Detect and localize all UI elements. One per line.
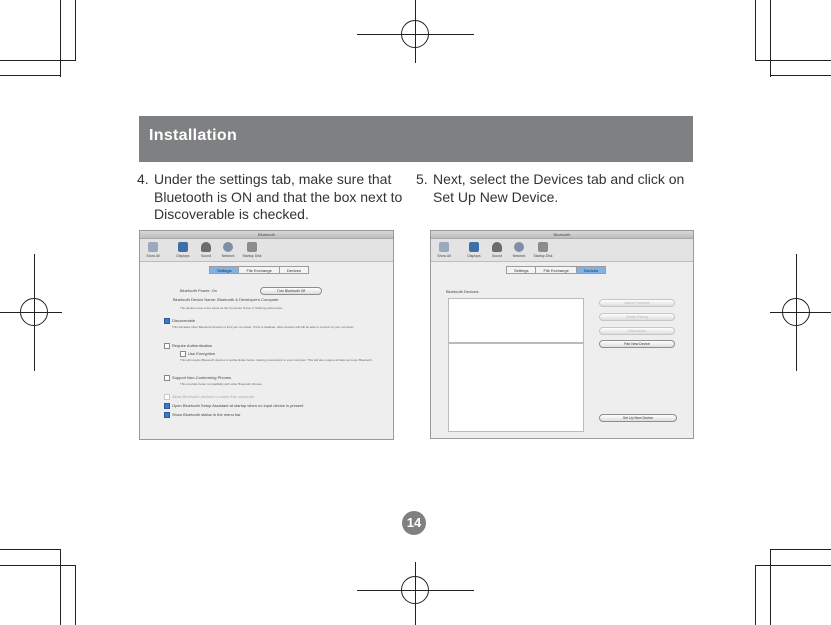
pair-new-device-button: Pair New Device <box>599 340 675 348</box>
toolbar-show-all: Show All <box>431 242 457 258</box>
tab-devices: Devices <box>279 266 309 274</box>
toolbar-sound: Sound <box>484 242 510 258</box>
show-status-checkbox <box>164 412 170 418</box>
devices-list <box>448 343 584 432</box>
toolbar <box>431 239 693 262</box>
require-auth-checkbox <box>164 343 170 349</box>
window-titlebar <box>140 231 393 239</box>
non-conforming-checkbox <box>164 375 170 381</box>
toolbar-displays: Displays <box>170 242 196 258</box>
disconnect-button: Disconnect <box>599 327 675 335</box>
display-icon <box>469 242 479 252</box>
step-4 <box>137 171 412 224</box>
display-icon <box>178 242 188 252</box>
use-encryption-option: Use Encryption <box>180 351 215 357</box>
toolbar-startup-disk: Startup Disk <box>239 242 265 258</box>
disk-icon <box>247 242 257 252</box>
device-name-label: Bluetooth Device Name: Bluetooth & Developer's Computer <box>173 297 279 302</box>
tab-settings: Settings <box>209 266 239 274</box>
toolbar <box>140 239 393 262</box>
speaker-icon <box>492 242 502 252</box>
toolbar-network: Network <box>215 242 241 258</box>
screenshot-bluetooth-devices <box>430 230 694 439</box>
window-titlebar <box>431 231 693 239</box>
bluetooth-devices-label: Bluetooth Devices: <box>446 289 480 294</box>
power-label: Bluetooth Power: On <box>180 288 217 293</box>
non-conforming-note: This provides better compatibility with older Bluetooth phones. <box>180 382 263 386</box>
toolbar-network: Network <box>506 242 532 258</box>
tab-bar <box>507 266 606 274</box>
tab-bar <box>210 266 309 274</box>
toolbar-show-all: Show All <box>140 242 166 258</box>
require-auth-option: Require Authentication <box>164 343 212 349</box>
delete-pairing-button: Delete Pairing <box>599 313 675 321</box>
toolbar-startup-disk: Startup Disk <box>530 242 556 258</box>
tab-settings: Settings <box>506 266 536 274</box>
tab-devices: Devices <box>576 266 606 274</box>
section-title: Installation <box>149 127 238 144</box>
set-up-new-device-button: Set Up New Device <box>599 414 677 422</box>
tab-file-exchange: File Exchange <box>238 266 279 274</box>
toolbar-displays: Displays <box>461 242 487 258</box>
device-name-note: The device name is the same as the Computer Name in Sharing preferences. <box>180 306 283 310</box>
tab-file-exchange: File Exchange <box>535 266 576 274</box>
step-4-number: 4. <box>137 171 149 187</box>
grid-icon <box>148 242 158 252</box>
discoverable-note: This will allow other Bluetooth devices to find your computer. If this is disabled, other devices will still be able to connect to your computer. <box>172 325 355 329</box>
encryption-note: This will require Bluetooth devices to authenticate before making connections to your computer. This will also require all data sent over Bluetooth. <box>180 358 373 362</box>
window-title: Bluetooth <box>258 232 275 237</box>
step-5-text: Next, select the Devices tab and click on Set Up New Device. <box>433 171 685 205</box>
show-status-option: Show Bluetooth status in the menu bar <box>164 412 241 418</box>
allow-wake-option: Allow Bluetooth devices to wake this computer <box>164 394 254 400</box>
discoverable-option: Discoverable <box>164 318 195 324</box>
open-setup-option: Open Bluetooth Setup Assistant at startup when no input device is present <box>164 403 303 409</box>
globe-icon <box>223 242 233 252</box>
step-5-number: 5. <box>416 171 428 187</box>
discoverable-checkbox <box>164 318 170 324</box>
window-title: Bluetooth <box>553 232 571 237</box>
grid-icon <box>439 242 449 252</box>
disk-icon <box>538 242 548 252</box>
turn-bluetooth-off-button: Turn Bluetooth Off <box>260 287 322 295</box>
screenshot-bluetooth-settings <box>139 230 394 440</box>
step-4-text: Under the settings tab, make sure that Bluetooth is ON and that the box next to Discoverable is checked. <box>154 171 403 222</box>
globe-icon <box>514 242 524 252</box>
toolbar-sound: Sound <box>193 242 219 258</box>
non-conforming-option: Support Non-Conforming Phones <box>164 375 231 381</box>
speaker-icon <box>201 242 211 252</box>
devices-list-top <box>448 298 584 343</box>
page-number: 14 <box>402 511 426 535</box>
add-to-favorites-button: Add to Favorites <box>599 299 675 307</box>
allow-wake-checkbox <box>164 394 170 400</box>
step-5 <box>416 171 696 206</box>
open-setup-checkbox <box>164 403 170 409</box>
use-encryption-checkbox <box>180 351 186 357</box>
